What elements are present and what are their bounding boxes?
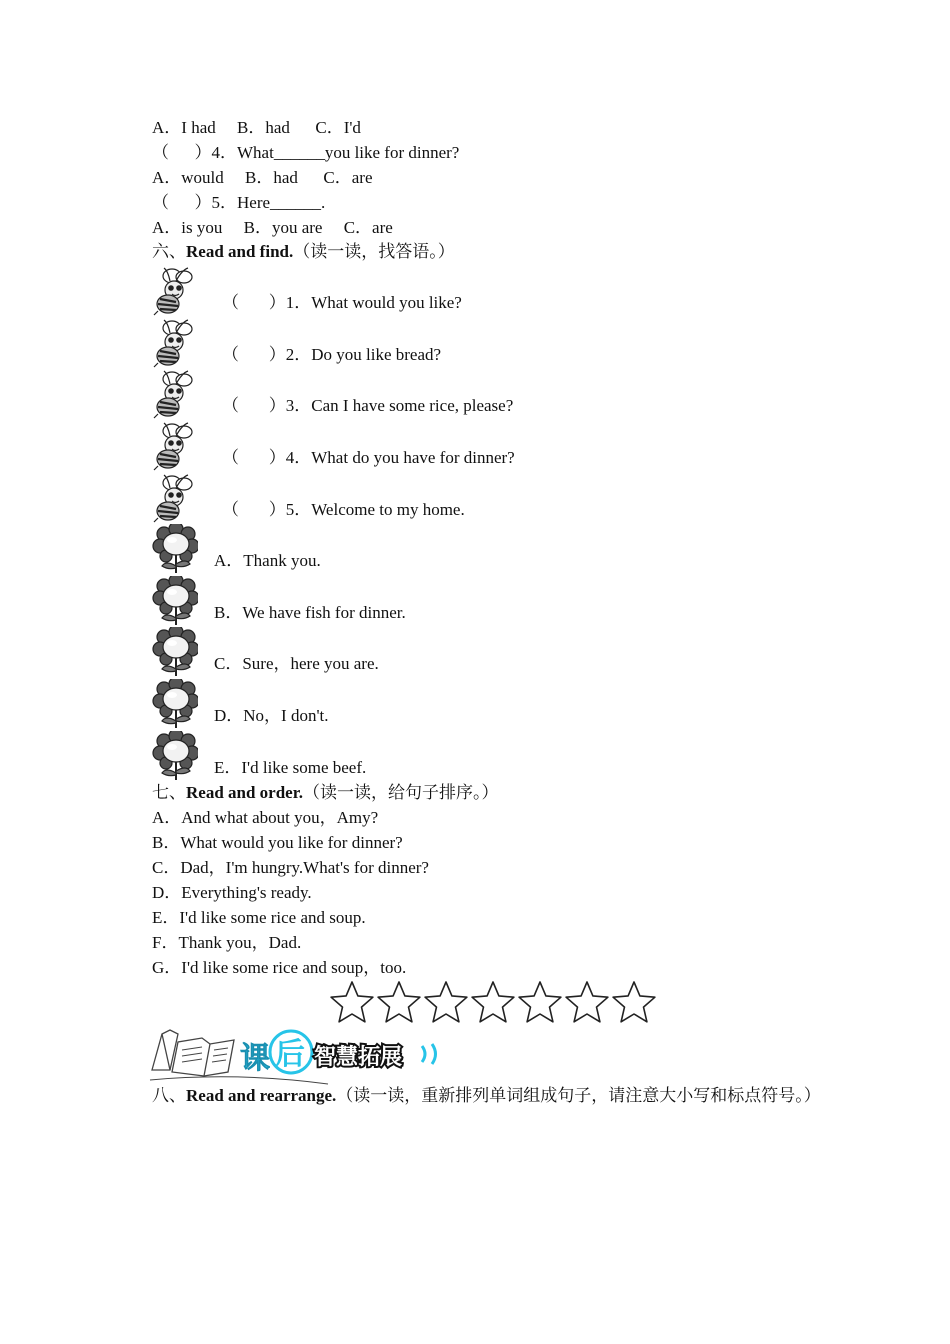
q4-options: A．would B．had C．are bbox=[152, 168, 373, 187]
q3-options: A．I had B．had C．I'd bbox=[152, 118, 361, 137]
order-sentence-e: E．I'd like some rice and soup. bbox=[152, 908, 366, 927]
find-question-row bbox=[152, 421, 752, 471]
star-icon bbox=[331, 982, 373, 1022]
star-icon bbox=[613, 982, 655, 1022]
flower-icon bbox=[152, 627, 198, 677]
order-sentence-a: A．And what about you，Amy? bbox=[152, 808, 379, 827]
banner-wave-2 bbox=[432, 1044, 436, 1064]
banner-char-1: 课 bbox=[240, 1041, 270, 1076]
star-icon bbox=[472, 982, 514, 1022]
bee-icon bbox=[152, 266, 198, 316]
section8-number: 八、 bbox=[152, 1086, 186, 1105]
find-question-row bbox=[152, 473, 752, 523]
section8-title: Read and rearrange. bbox=[186, 1086, 337, 1105]
star-icon bbox=[566, 982, 608, 1022]
find-answer-text: A．Thank you. bbox=[214, 551, 321, 570]
q5-options: A．is you B．you are C．are bbox=[152, 218, 393, 237]
banner-char-2: 后 bbox=[275, 1037, 305, 1072]
section7-instruction: （读一读，给句子排序。） bbox=[302, 783, 499, 802]
section6-title: Read and find. bbox=[186, 242, 294, 261]
find-question-text: （ ）1．What would you like? bbox=[222, 293, 462, 312]
order-sentence-f: F．Thank you，Dad. bbox=[152, 933, 302, 952]
order-sentence-b: B．What would you like for dinner? bbox=[152, 833, 403, 852]
order-sentence-d: D．Everything's ready. bbox=[152, 883, 312, 902]
find-question-text: （ ）5．Welcome to my home. bbox=[222, 499, 465, 519]
find-question-row bbox=[152, 266, 752, 316]
section8-instruction: （读一读，重新排列单词组成句子，请注意大小写和标点符号。） bbox=[336, 1086, 821, 1105]
bee-icon bbox=[152, 421, 198, 471]
find-question-text: （ ）2．Do you like bread? bbox=[222, 344, 442, 364]
section6-instruction: （读一读，找答语。） bbox=[293, 242, 455, 261]
order-sentence-g: G．I'd like some rice and soup，too. bbox=[152, 958, 407, 977]
section7-heading bbox=[152, 782, 498, 804]
bee-icon bbox=[152, 369, 198, 419]
find-answer-text: B．We have fish for dinner. bbox=[214, 602, 406, 622]
find-question-row bbox=[152, 318, 752, 368]
q4-question: （ ）4．What______you like for dinner? bbox=[152, 143, 460, 162]
section7-title: Read and order. bbox=[186, 783, 303, 802]
star-icon bbox=[519, 982, 561, 1022]
star-icon bbox=[378, 982, 420, 1022]
find-answer-text: E．I'd like some beef. bbox=[214, 757, 367, 777]
banner-title: 智慧拓展 bbox=[314, 1045, 403, 1070]
flower-icon bbox=[152, 524, 198, 574]
find-answer-row bbox=[152, 576, 752, 626]
find-answer-text: C．Sure，here you are. bbox=[214, 654, 379, 674]
bee-icon bbox=[152, 318, 198, 368]
section6-heading bbox=[152, 241, 455, 263]
section8-heading bbox=[112, 1083, 822, 1108]
find-answer-row bbox=[152, 731, 752, 781]
flower-icon bbox=[152, 731, 198, 781]
after-class-banner bbox=[148, 1020, 458, 1086]
order-sentence-c: C．Dad，I'm hungry.What's for dinner? bbox=[152, 858, 429, 877]
find-answer-row bbox=[152, 627, 752, 677]
q5-question: （ ）5．Here______. bbox=[152, 193, 326, 212]
banner-wave-1 bbox=[422, 1046, 425, 1062]
section6-number: 六、 bbox=[152, 242, 186, 261]
find-answer-text: D．No，I don't. bbox=[214, 706, 329, 726]
find-question-text: （ ）4．What do you have for dinner? bbox=[222, 448, 515, 468]
section7-number: 七、 bbox=[152, 783, 186, 802]
bee-icon bbox=[152, 473, 198, 523]
flower-icon bbox=[152, 679, 198, 729]
find-answer-row bbox=[152, 524, 752, 574]
find-question-text: （ ）3．Can I have some rice, please? bbox=[222, 396, 514, 416]
flower-icon bbox=[152, 576, 198, 626]
find-question-row bbox=[152, 369, 752, 419]
find-answer-row bbox=[152, 679, 752, 729]
star-icon bbox=[425, 982, 467, 1022]
star-rating-row bbox=[328, 978, 660, 1026]
